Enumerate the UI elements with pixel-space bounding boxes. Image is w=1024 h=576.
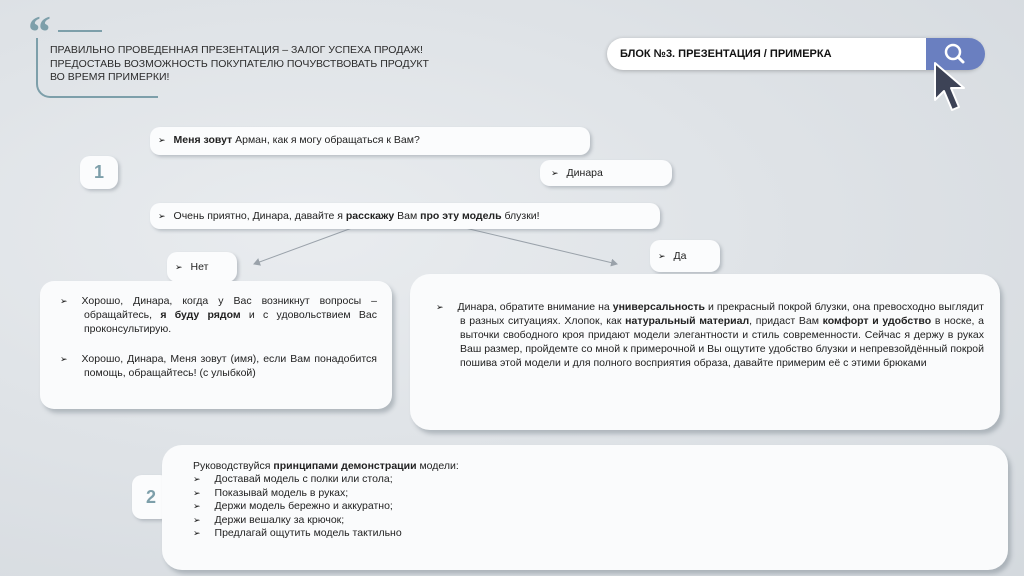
question-name: ➢ Меня зовут Арман, как я могу обращаться к Вам? — [158, 134, 420, 146]
no-branch-text — [60, 294, 377, 380]
arrow-bullet-icon: ➢ — [193, 474, 201, 484]
arrow-bullet-icon: ➢ — [193, 487, 201, 498]
demonstration-intro: Руководствуйся принципами демонстрации модели: — [193, 460, 459, 472]
demonstration-list — [193, 473, 793, 541]
step-number-2: 2 — [132, 475, 170, 519]
list-item: ➢ Показывай модель в руках; — [193, 486, 349, 499]
arrow-bullet-icon: ➢ — [551, 168, 559, 178]
answer-name: ➢ Динара — [551, 167, 603, 179]
quote-line-2: ПРЕДОСТАВЬ ВОЗМОЖНОСТЬ ПОКУПАТЕЛЮ ПОЧУВСТВОВАТЬ ПРОДУКТ ВО ВРЕМЯ ПРИМЕРКИ! — [50, 57, 429, 83]
arrow-bullet-icon: ➢ — [193, 528, 201, 538]
arrow-bullet-icon: ➢ — [158, 135, 166, 145]
arrow-bullet-icon: ➢ — [158, 211, 166, 221]
no-label: ➢ Нет — [175, 261, 209, 273]
quote-mark-icon: “ — [28, 6, 51, 57]
intro-phrase: ➢ Очень приятно, Динара, давайте я расскажу Вам про эту модель блузки! — [158, 210, 540, 222]
arrow-bullet-icon: ➢ — [60, 354, 68, 364]
list-item: ➢ Держи вешалку за крючок; — [193, 513, 345, 526]
yes-label: ➢ Да — [658, 250, 687, 262]
quote-line-1: ПРАВИЛЬНО ПРОВЕДЕННАЯ ПРЕЗЕНТАЦИЯ – ЗАЛОГ УСПЕХА ПРОДАЖ! — [50, 44, 423, 56]
no-branch-p1: ➢ Хорошо, Динара, когда у Вас возникнут вопросы – обращайтесь, я буду рядом и с удовольствием Вас проконсультирую. — [60, 295, 377, 335]
demonstration-content — [193, 459, 793, 541]
arrow-bullet-icon: ➢ — [193, 501, 201, 511]
arrow-bullet-icon: ➢ — [193, 514, 201, 525]
arrow-bullet-icon: ➢ — [436, 302, 444, 312]
arrow-bullet-icon: ➢ — [60, 296, 68, 306]
arrow-bullet-icon: ➢ — [658, 251, 666, 261]
yes-branch-text: ➢ Динара, обратите внимание на универсальность и прекрасный покрой блузки, она превосходно выглядит в разных ситуациях. Хлопок, как натуральный материал, придаст Вам комфорт и удобство в носке, а выточки свободного кроя придают модели элегантности и стиль современности. Сейчас я держу в руках Ваш размер, пройдемте со мной к примерочной и Вы ощутите удобство блузки и непревзойдённый покрой пошива этой модели и для полного восприятия образа, давайте примерим её с этими брюками — [436, 301, 984, 369]
search-bar-text: БЛОК №3. ПРЕЗЕНТАЦИЯ / ПРИМЕРКА — [620, 48, 832, 60]
list-item: ➢ Доставай модель с полки или стола; — [193, 473, 393, 485]
step-number-1: 1 — [80, 156, 118, 189]
no-branch-p2: ➢ Хорошо, Динара, Меня зовут (имя), если Вам понадобится помощь, обращайтесь! (с улыбкой) — [60, 353, 377, 379]
arrow-bullet-icon: ➢ — [175, 262, 183, 272]
list-item: ➢ Предлагай ощутить модель тактильно — [193, 527, 402, 539]
list-item: ➢ Держи модель бережно и аккуратно; — [193, 500, 393, 512]
